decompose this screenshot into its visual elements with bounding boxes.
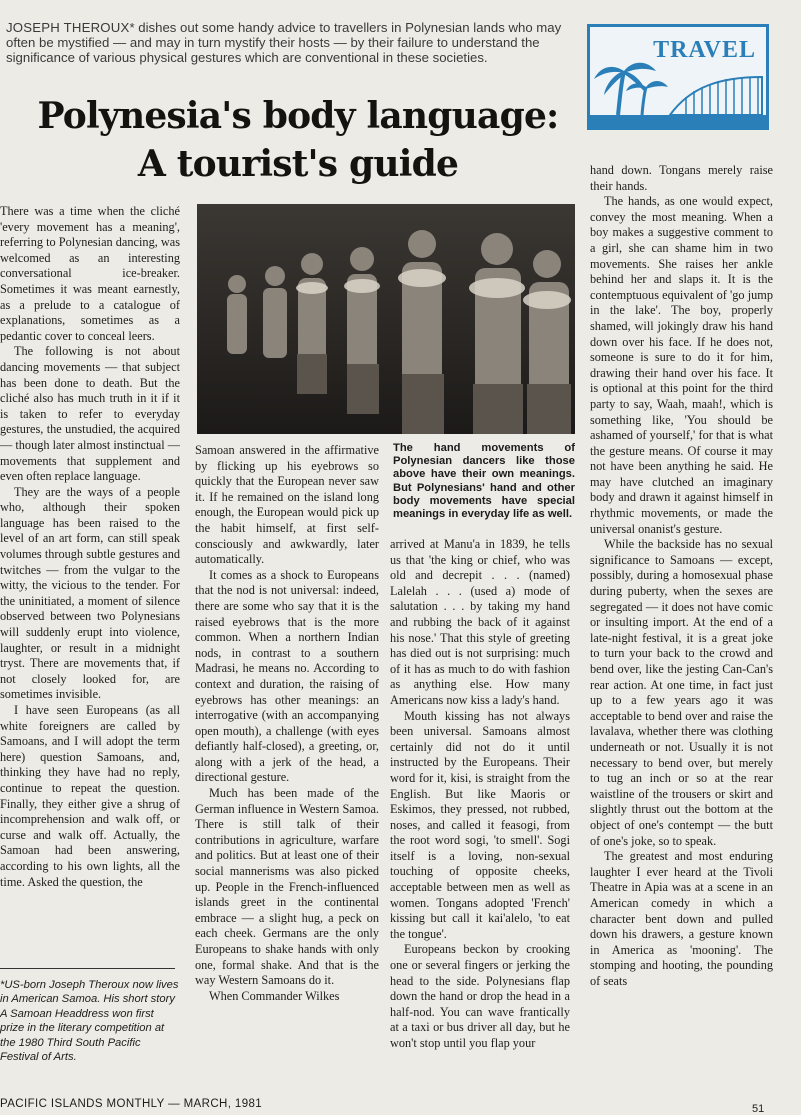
author-footnote: *US-born Joseph Theroux now lives in American Samoa. His short story A Samoan Headdress won first prize in the literary competition at the 1980 Third South Pacific Festival of Arts. xyxy=(0,979,179,1064)
intro-author: JOSEPH THEROUX xyxy=(6,20,130,35)
paragraph: While the backside has no sexual significance to Samoans — except, possibly, during a homosexual phase during puberty, when the sexes are segregated — it does not have comic or insulting import. At the end of a late-night festival, it is a great joke to turn your back to the crowd and bend over, like the jesting Can-Can's rear action. At one time, in fact just up to a few years ago it was acceptable to bend over and raise the lavalava, whether there was clothing underneath or not. Usually it is not necessary to bend over, but merely to tug an inch or so at the rear waistline of the trousers or skirt and slightly thrust out the bottom at the object of one's contempt — the butt of one's joke, so to speak. xyxy=(590,537,773,848)
paragraph: Samoan answered in the affirmative by flicking up his eyebrows so quickly that the European never saw it. If he remained on the island long enough, the European would pick up the habit himself, at first self-consciously and awkwardly, later automatically. xyxy=(195,443,379,567)
photo-caption: The hand movements of Polynesian dancers like those above have their own meanings. But Polynesians' hand and other body movements have special meanings in everyday life as well. xyxy=(393,442,575,521)
paragraph: Mouth kissing has not always been universal. Samoans almost certainly did not do it until instructed by the Europeans. Their word for it, kisi, is straight from the English. But like Maoris or Eskimos, they pressed, not rubbed, noses, and called it feasogi, from the root word sogi, 'to smell'. Sogi itself is a loving, non-sexual touching of opposite cheeks, acceptable between men as well as women. Tongans adopted 'French' kissing but call it kai'alelo, 'to eat the tongue'. xyxy=(390,708,570,941)
article-column-4 xyxy=(590,163,773,1095)
paragraph: The greatest and most enduring laughter I ever heard at the Tivoli Theatre in Apia was at a scene in an American comedy in which a character bent down and pulled down his drawers, a gesture known in America as 'mooning'. The stomping and hooting, the pounding of seats xyxy=(590,849,773,988)
intro-paragraph xyxy=(6,20,578,66)
paragraph: hand down. Tongans merely raise their hands. xyxy=(590,163,773,193)
paragraph: Much has been made of the German influence in Western Samoa. There is still talk of their contributions in agriculture, warfare and politics. But at least one of their social mannerisms was also picked up. People in the French-influenced islands greet in the continental embrace — a slight hug, a peck on each cheek. Germans are the only Europeans to shake hands with only one, formal shake. And that is the way Western Samoans do it. xyxy=(195,786,379,988)
footnote-divider xyxy=(0,968,175,969)
article-column-1 xyxy=(0,204,180,956)
travel-label: TRAVEL xyxy=(653,37,756,63)
article-headline xyxy=(10,92,586,188)
paragraph: Europeans beckon by crooking one or several fingers or jerking the head to the side. Polynesians flap down the hand or drop the head in a half-nod. You can wave frantically at a taxi or bus driver all day, but he won't stop until you flap your xyxy=(390,942,570,1050)
paragraph: There was a time when the cliché 'every movement has a meaning', referring to Polynesian dancing, was welcomed as an interesting conversational ice-breaker. Sometimes it was meant earnestly, as a prelude to a catalogue of explanations, sometimes as a pedantic cover to conceal leers. xyxy=(0,204,180,343)
publication-footer: PACIFIC ISLANDS MONTHLY — MARCH, 1981 xyxy=(0,1098,263,1110)
page-number: 51 xyxy=(752,1103,765,1115)
headline-line-1: Polynesia's body language: xyxy=(37,95,559,137)
travel-section-logo xyxy=(587,24,769,130)
paragraph: They are the ways of a people who, although their spoken language has been raised to the level of an art form, can still speak volumes through subtle gestures and twitches — from the vulgar to the witty, the vicious to the tender. For the uninitiated, a moment of silence observed between two Polynesians will suddenly erupt into violence, laughter, or result in a midnight tryst. There are movements that, if not closely looked for, are sometimes invisible. xyxy=(0,484,180,702)
headline-line-2: A tourist's guide xyxy=(137,143,459,185)
paragraph: arrived at Manu'a in 1839, he tells us that 'the king or chief, who was old and decrepit . . . (named) Lalelah . . . (used a) mode of salutation . . . by taking my hand and rubbing the back of it against his nose.' That this style of greeting has died out is not surprising: much of it has as much to do with fashion as anything else. How many Americans now kiss a lady's hand. xyxy=(390,537,570,707)
intro-text: * dishes out some handy advice to travellers in Polynesian lands who may often be mystified — and may in turn mystify their hosts — by their failure to understand the significance of various physical gestures which are conventional in these societies. xyxy=(6,20,562,66)
paragraph: It comes as a shock to Europeans that the nod is not universal: indeed, there are some who say that it is the raised eyebrows that is the more common. When a northern Indian nods, in contrast to a southern Madrasi, he means no. According to context and duration, the raising of eyebrows has other meanings: an interrogative (with an accompanying open mouth), a challenge (with eyes defiantly half-closed), a greeting, or, along with a jerk of the head, a directional gesture. xyxy=(195,567,379,785)
paragraph: The following is not about dancing movements — that subject has been done to death. But the cliché also has much truth in it if it is taken to refer to everyday gestures, the unstudied, the acquired — though later almost instinctual — movements that supplement and even often replace language. xyxy=(0,344,180,484)
dancers-photo xyxy=(197,204,575,434)
paragraph: I have seen Europeans (as all white foreigners are called by Samoans, and I will adopt the term here) question Samoans, and, thinking they have had no reply, continue to repeat the question. Finally, they either give a shrug of incomprehension and walk off, or curse and walk off. Actually, the Samoan had been answering, according to his own lights, all the time. Asked the question, the xyxy=(0,703,180,889)
paragraph: When Commander Wilkes xyxy=(209,988,340,1003)
palm-tree-icon xyxy=(590,57,766,127)
paragraph: The hands, as one would expect, convey the most meaning. When a boy makes a suggestive comment to a girl, she can shame him in two movements. She raises her ankle behind her and slaps it. It is the contemptuous equivalent of 'go jump in the lake'. The boy, properly shamed, will jokingly draw his hand down over his face. If he does not, someone is sure to do it for him, drawing their hand over his face. It is optional at this point for the third party to say, Waah, maah!, which is something like, 'You should be ashamed of yourself,' for that is what the gesture means. Of course it may not have been anything he said. He may have clutched an imaginary body and drawn it against himself in rhythmic movements, or made the universal onanist's gesture. xyxy=(590,194,773,536)
article-column-3 xyxy=(390,537,570,1094)
article-column-2 xyxy=(195,443,379,1088)
